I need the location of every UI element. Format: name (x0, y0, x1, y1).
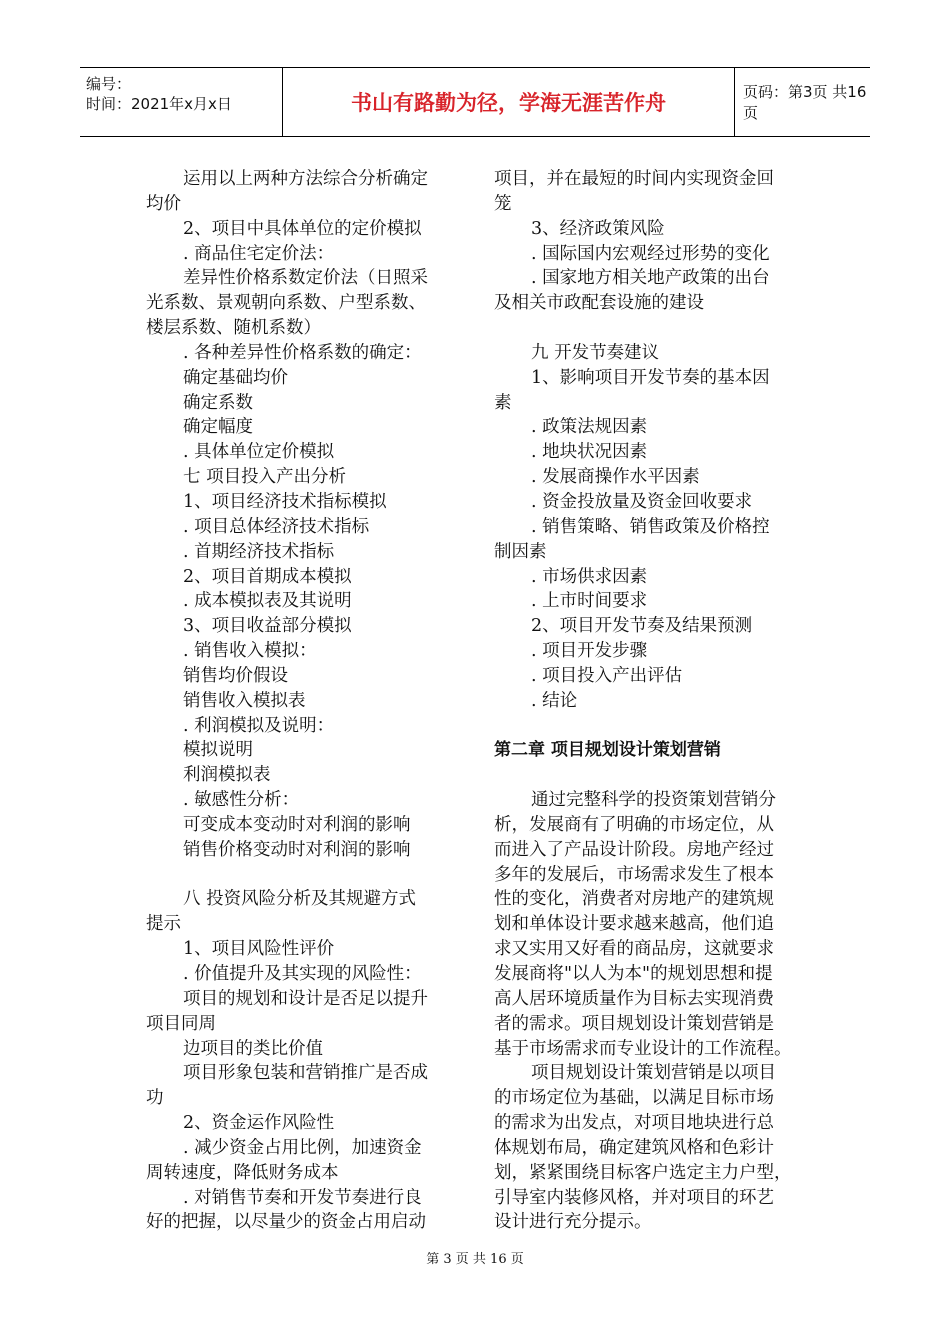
text-line: . 市场供求因素 (531, 566, 648, 587)
text-line: 者的需求。项目规划设计策划营销是 (494, 1013, 774, 1034)
text-line: 素 (494, 392, 512, 413)
text-line: . 国际国内宏观经过形势的变化 (531, 243, 770, 264)
text-line: 周转速度，降低财务成本 (146, 1162, 339, 1183)
text-line: 确定基础均价 (183, 367, 288, 388)
text-line: 项目，并在最短的时间内实现资金回 (494, 169, 774, 189)
text-line: 2、项目首期成本模拟 (183, 566, 352, 587)
text-line: . 销售策略、销售政策及价格控 (531, 516, 770, 537)
text-line: 2、项目中具体单位的定价模拟 (183, 218, 422, 239)
text-line: 销售均价假设 (183, 665, 288, 686)
chapter-paragraph-1 (494, 788, 806, 1061)
text-line: 求又实用又好看的商品房，这就要求 (494, 939, 774, 960)
text-line: 项目规划设计策划营销是以项目 (531, 1063, 776, 1084)
text-line: 模拟说明 (183, 740, 253, 761)
text-line: . 减少资金占用比例，加速资金 (183, 1137, 422, 1158)
text-line: . 各种差异性价格系数的确定： (183, 342, 422, 363)
text-line: . 项目总体经济技术指标 (183, 516, 370, 537)
text-line: 九 开发节奏建议 (531, 342, 660, 363)
text-line: 运用以上两种方法综合分析确定 (183, 169, 428, 189)
text-line: 及相关市政配套设施的建设 (494, 293, 704, 314)
text-line: 多年的发展后，市场需求发生了根本 (494, 864, 774, 885)
text-line: 体规划布局，确定建筑风格和色彩计 (494, 1137, 774, 1158)
right-column (494, 167, 806, 1235)
text-line: . 销售收入模拟： (183, 641, 317, 662)
text-line: . 结论 (531, 690, 578, 711)
text-line: 销售价格变动时对利润的影响 (183, 839, 411, 860)
text-line: 制因素 (494, 541, 547, 562)
text-line: . 具体单位定价模拟 (183, 442, 335, 463)
right-outline-lines (494, 167, 806, 714)
text-line: . 项目投入产出评估 (531, 665, 683, 686)
spacer (494, 763, 806, 788)
text-line: . 首期经济技术指标 (183, 541, 335, 562)
text-line: 销售收入模拟表 (183, 690, 306, 711)
motto: 书山有路勤为径，学海无涯苦作舟 (351, 91, 666, 115)
text-line: 提示 (146, 914, 181, 935)
text-line: 1、项目经济技术指标模拟 (183, 491, 387, 512)
text-line: 项目形象包装和营销推广是否成 (183, 1063, 428, 1084)
text-line: 差异性价格系数定价法（日照采 (183, 268, 428, 289)
text-line: . 政策法规因素 (531, 417, 648, 438)
spacer (494, 714, 806, 739)
text-line: 利润模拟表 (183, 765, 271, 786)
text-line: 发展商将"以人为本"的规划思想和提 (494, 964, 773, 984)
text-line: 3、项目收益部分模拟 (183, 616, 352, 637)
text-line: 项目的规划和设计是否足以提升 (183, 988, 428, 1009)
text-line: 楼层系数、随机系数） (146, 318, 321, 339)
text-line: 引导室内装修风格，并对项目的环艺 (494, 1187, 774, 1208)
text-line: 划和单体设计要求越来越高，他们追 (494, 914, 774, 935)
text-line: . 利润模拟及说明： (183, 715, 335, 736)
text-line: 1、项目风险性评价 (183, 939, 335, 960)
text-line: . 发展商操作水平因素 (531, 467, 700, 488)
motto-cell (282, 68, 735, 136)
text-line: 性的变化，消费者对房地产的建筑规 (494, 889, 774, 910)
text-line: 确定幅度 (183, 417, 253, 438)
header-table (80, 67, 870, 137)
text-line: 确定系数 (183, 392, 253, 413)
text-line: 八 投资风险分析及其规避方式 (183, 889, 417, 910)
left-column (146, 167, 456, 1235)
text-line (494, 316, 806, 341)
text-line: 而进入了产品设计阶段。房地产经过 (494, 839, 774, 860)
text-line: 2、资金运作风险性 (183, 1113, 335, 1134)
number-label: 编号： (86, 75, 132, 93)
time-label: 时间：2021年x月x日 (86, 95, 232, 113)
text-line: 析，发展商有了明确的市场定位，从 (494, 814, 774, 835)
text-line: 边项目的类比价值 (183, 1038, 323, 1059)
text-line: . 资金投放量及资金回收要求 (531, 491, 753, 512)
text-line: 2、项目开发节奏及结果预测 (531, 616, 753, 637)
text-line: 均价 (146, 193, 181, 214)
header-info-cell (80, 68, 282, 136)
text-line: 1、影响项目开发节奏的基本因 (531, 367, 770, 388)
text-line: 七 项目投入产出分析 (183, 467, 347, 488)
text-line: 项目同周 (146, 1013, 216, 1034)
text-line: 可变成本变动时对利润的影响 (183, 814, 411, 835)
text-line: 光系数、景观朝向系数、户型系数、 (146, 293, 426, 314)
text-line: 高人居环境质量作为目标去实现消费 (494, 988, 774, 1009)
text-line: . 敏感性分析： (183, 790, 300, 811)
text-line: 好的把握，以尽量少的资金占用启动 (146, 1212, 426, 1233)
text-line: . 项目开发步骤 (531, 641, 648, 662)
page-label-cell (735, 68, 870, 136)
text-line (146, 863, 456, 888)
text-line: 功 (146, 1088, 164, 1109)
text-line: 通过完整科学的投资策划营销分 (531, 790, 776, 811)
text-line: 的需求为出发点，对项目地块进行总 (494, 1113, 774, 1134)
text-line: 基于市场需求而专业设计的工作流程。 (494, 1038, 792, 1059)
text-line: 笼 (494, 193, 512, 214)
text-line: . 上市时间要求 (531, 591, 648, 612)
text-line: 的市场定位为基础，以满足目标市场 (494, 1088, 774, 1109)
chapter-paragraph-2 (494, 1061, 806, 1235)
text-line: . 商品住宅定价法： (183, 243, 335, 264)
text-line: 设计进行充分提示。 (494, 1212, 652, 1233)
text-line: . 成本模拟表及其说明 (183, 591, 352, 612)
text-line: . 价值提升及其实现的风险性： (183, 964, 422, 984)
page-label: 页码：第3页 共16页 (743, 83, 867, 122)
chapter-title: 第二章 项目规划设计策划营销 (494, 740, 721, 761)
text-line: 3、经济政策风险 (531, 218, 665, 239)
text-line: . 地块状况因素 (531, 442, 648, 463)
text-line: . 对销售节奏和开发节奏进行良 (183, 1187, 422, 1208)
page-footer: 第 3 页 共 16 页 (426, 1252, 524, 1267)
text-line: 划，紧紧围绕目标客户选定主力户型， (494, 1162, 792, 1183)
text-line: . 国家地方相关地产政策的出台 (531, 268, 770, 289)
